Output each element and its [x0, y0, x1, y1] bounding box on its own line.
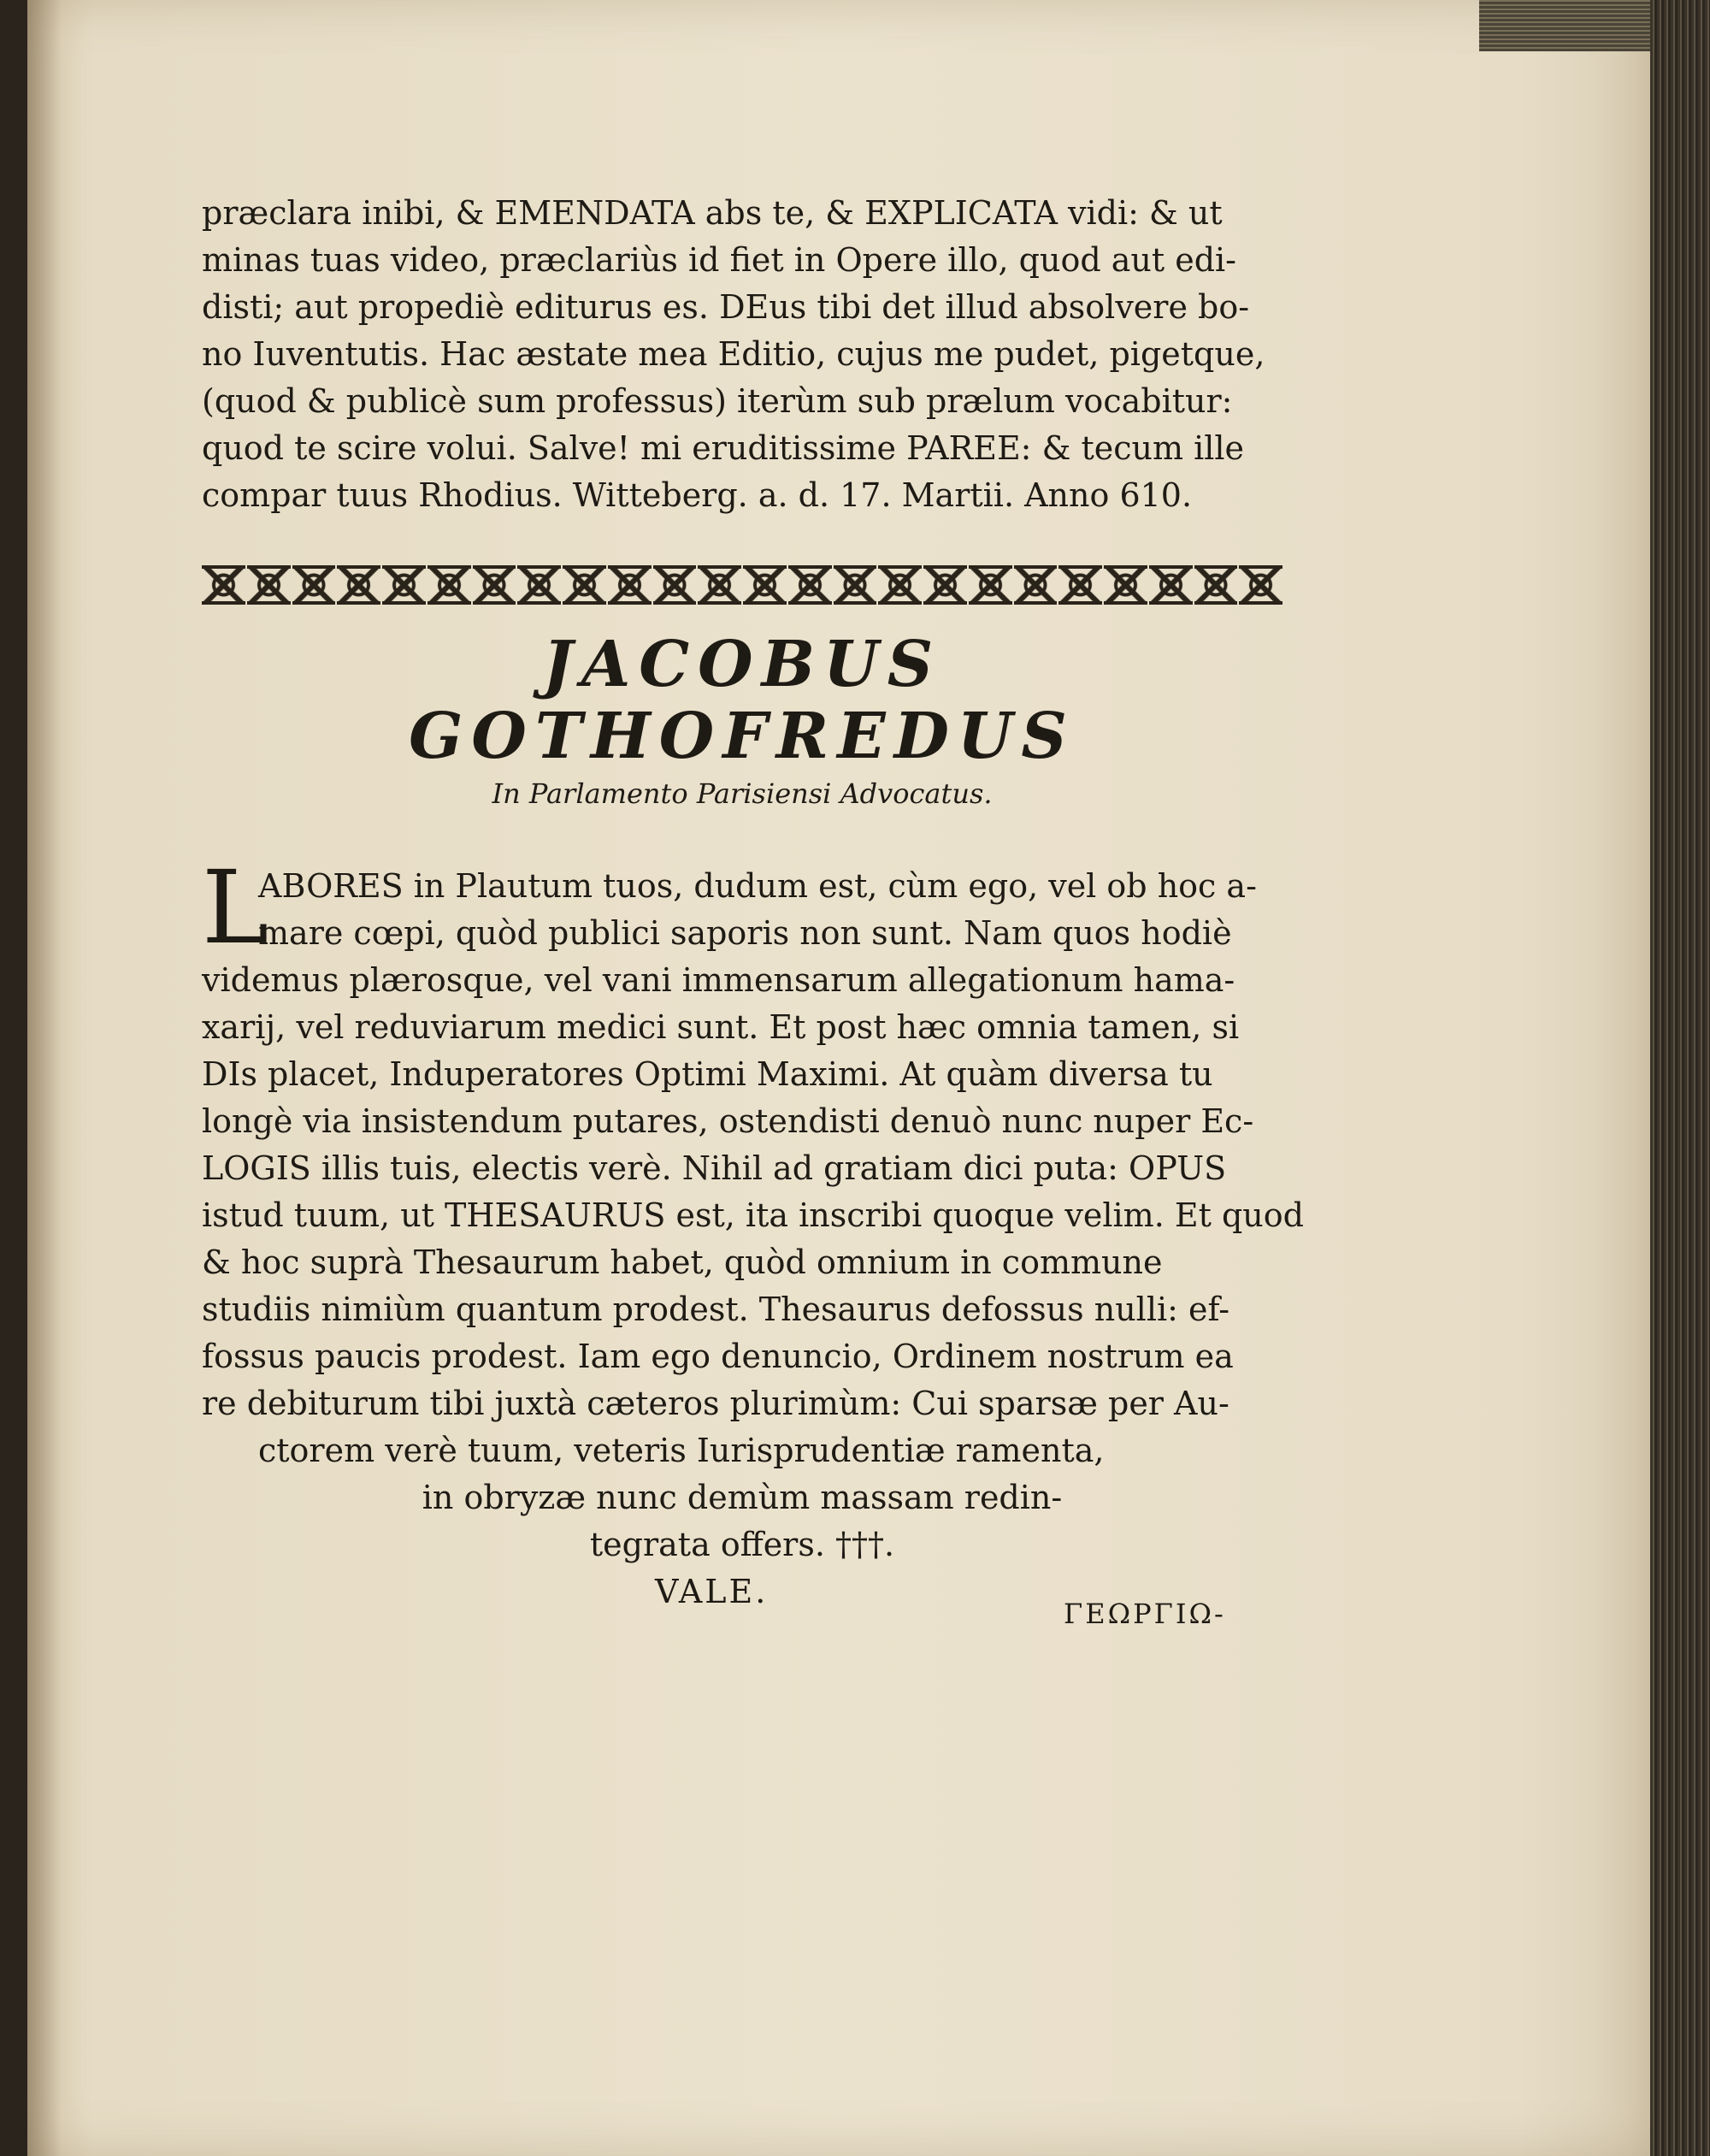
ornament-knot	[247, 565, 291, 605]
ornament-knot	[563, 565, 606, 605]
author-title: In Parlamento Parisiensi Advocatus.	[492, 777, 993, 810]
text-line: fossus paucis prodest. Iam ego denuncio, Ordinem nostrum ea	[202, 1338, 1234, 1375]
ornament-knot	[473, 565, 516, 605]
ornament-knot	[1194, 565, 1238, 605]
text-line: ctorem verè tuum, veteris Iurisprudentiæ ramenta,	[258, 1432, 1105, 1469]
ornament-knot	[788, 565, 832, 605]
text-line: no Iuventutis. Hac æstate mea Editio, cujus me pudet, pigetque,	[202, 335, 1265, 373]
text-line: xarij, vel reduviarum medici sunt. Et post hæc omnia tamen, si	[202, 1008, 1240, 1046]
ornament-knot	[878, 565, 922, 605]
letter-body	[202, 848, 1304, 1474]
text-line: (quod & publicè sum professus) iterùm sub prælum vocabitur:	[202, 382, 1233, 420]
text-line: DIs placet, Induperatores Optimi Maximi. At quàm diversa tu	[202, 1055, 1213, 1093]
text-line: quod te scire volui. Salve! mi eruditissime PAREE: & tecum ille	[202, 429, 1245, 467]
ornament-knot	[698, 565, 741, 605]
text-line: longè via insistendum putares, ostendisti denuò nunc nuper Ec-	[202, 1102, 1254, 1140]
closing-paragraph	[202, 190, 1282, 519]
ornament-knot	[1104, 565, 1147, 605]
letter-author-heading: JACOBUS GOTHOFREDUS	[409, 628, 1076, 773]
text-line: istud tuum, ut THESAURUS est, ita inscribi quoque velim. Et quod	[202, 1196, 1304, 1234]
text-line: ABORES in Plautum tuos, dudum est, cùm ego, vel ob hoc a-	[258, 867, 1257, 905]
text-line: videmus plærosque, vel vani immensarum allegationum hama-	[202, 961, 1235, 999]
text-line: in obryzæ nunc demùm massam redin-	[422, 1479, 1063, 1516]
ornament-knot	[428, 565, 471, 605]
text-line: mare cœpi, quòd publici saporis non sunt. Nam quos hodiè	[258, 914, 1232, 952]
text-line: disti; aut propediè editurus es. DEus tibi det illud absolvere bo-	[202, 288, 1250, 326]
book-fore-edge	[1650, 0, 1710, 2156]
page-top-edge	[1479, 0, 1650, 51]
drop-cap: L	[202, 848, 269, 966]
ornament-knot	[923, 565, 967, 605]
ornament-knot	[1149, 565, 1193, 605]
ornament-knot	[608, 565, 652, 605]
text-line: LOGIS illis tuis, electis verè. Nihil ad gratiam dici puta: OPUS	[202, 1149, 1227, 1187]
page-content	[202, 190, 1304, 1616]
ornament-knot	[834, 565, 877, 605]
text-line: re debiturum tibi juxtà cæteros plurimùm: Cui sparsæ per Au-	[202, 1385, 1229, 1422]
ornament-knot	[337, 565, 380, 605]
ornament-knot	[653, 565, 697, 605]
ornamental-band	[202, 565, 1282, 605]
gutter-shadow	[27, 0, 62, 2156]
ornament-knot	[517, 565, 561, 605]
text-line: compar tuus Rhodius. Witteberg. a. d. 17. Martii. Anno 610.	[202, 476, 1193, 514]
letter-closing	[202, 1474, 1282, 1616]
ornament-knot	[1058, 565, 1102, 605]
catchword: ΓΕΩΡΓΙΩ-	[1064, 1598, 1226, 1630]
ornament-knot	[292, 565, 336, 605]
ornament-knot	[743, 565, 787, 605]
ornament-knot	[1239, 565, 1282, 605]
ornament-knot	[969, 565, 1012, 605]
text-line: studiis nimiùm quantum prodest. Thesaurus defossus nulli: ef-	[202, 1291, 1230, 1328]
ornament-knot	[1014, 565, 1058, 605]
vale-closing: VALE.	[655, 1573, 769, 1610]
ornament-knot	[382, 565, 426, 605]
text-line: & hoc suprà Thesaurum habet, quòd omnium in commune	[202, 1243, 1163, 1281]
text-line: præclara inibi, & EMENDATA abs te, & EXPLICATA vidi: & ut	[202, 194, 1223, 232]
text-line: tegrata offers. †††.	[589, 1526, 895, 1563]
text-line: minas tuas video, præclariùs id fiet in Opere illo, quod aut edi-	[202, 241, 1237, 279]
ornament-knot	[202, 565, 245, 605]
